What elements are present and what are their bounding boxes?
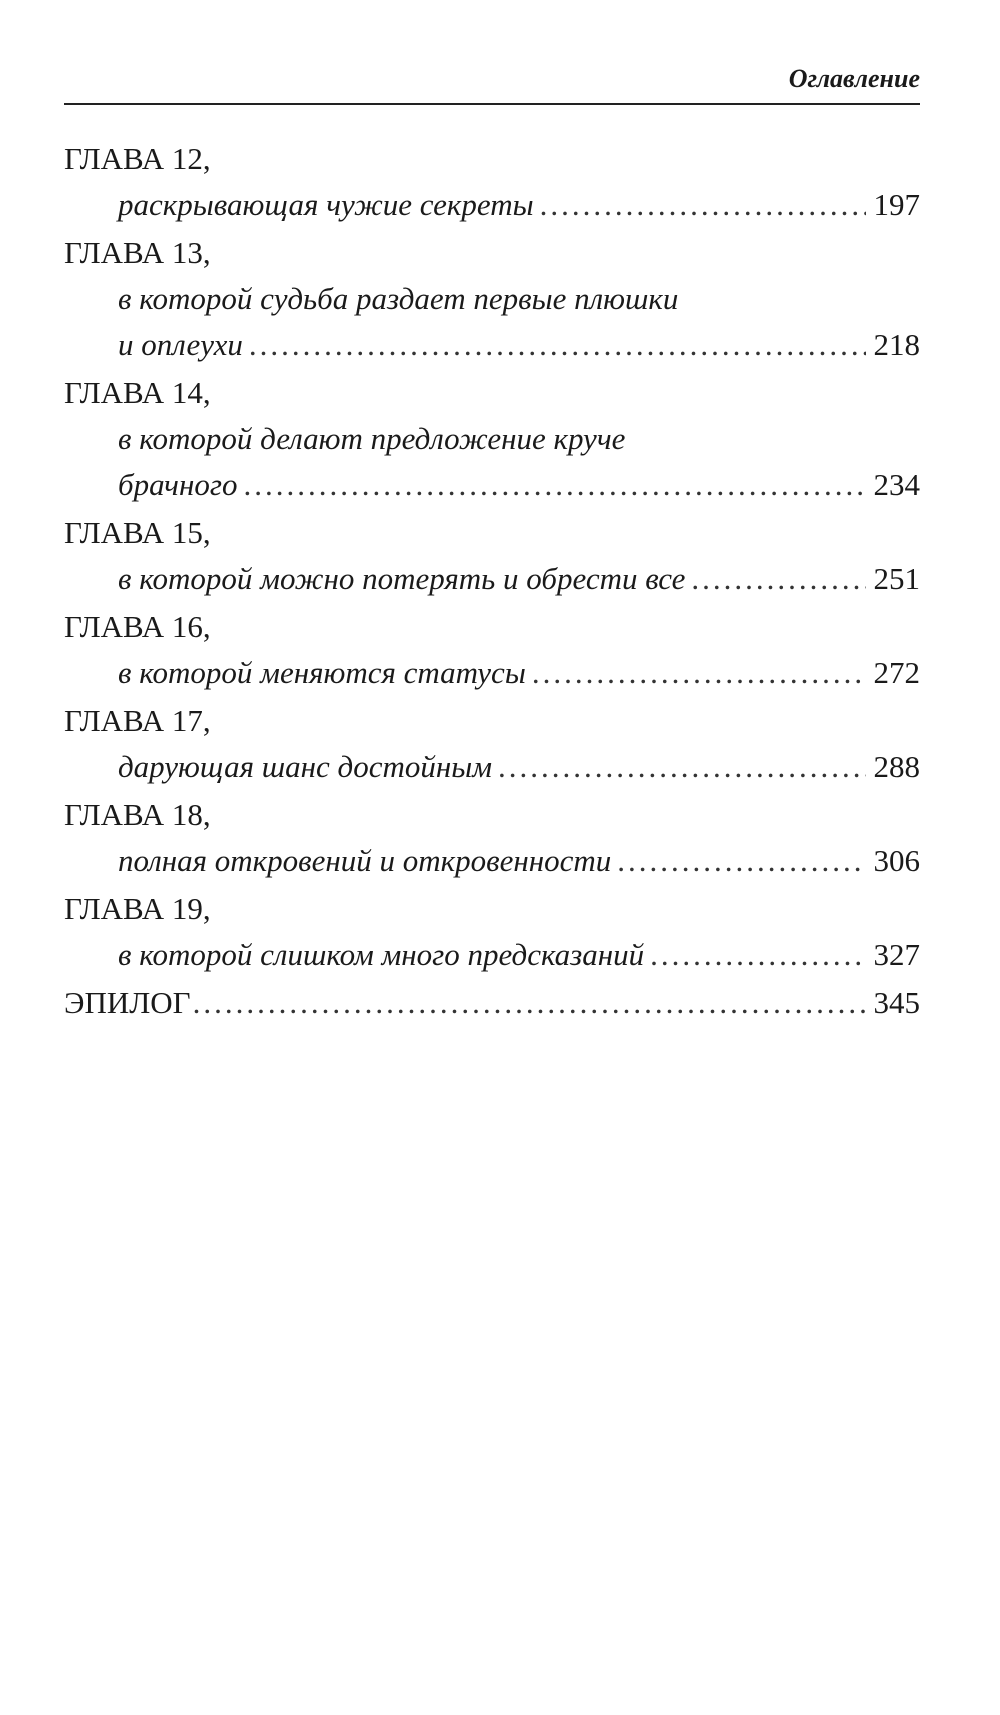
toc-entry-epilog[interactable] <box>64 980 920 1026</box>
dot-leader <box>617 838 865 884</box>
running-head: Оглавление <box>788 64 920 93</box>
chapter-title-line <box>64 322 920 368</box>
toc-entry-chapter-17[interactable] <box>64 698 920 790</box>
epilog-label: ЭПИЛОГ <box>64 985 191 1020</box>
chapter-title: и оплеухи <box>118 327 243 362</box>
toc-entry-chapter-19[interactable] <box>64 886 920 978</box>
header-rule <box>64 103 920 105</box>
epilog-line <box>64 980 920 1026</box>
toc-entry-chapter-18[interactable] <box>64 792 920 884</box>
dot-leader <box>532 650 866 696</box>
chapter-label: ГЛАВА 19, <box>64 891 211 926</box>
chapter-title-line <box>64 462 920 508</box>
page-number: 272 <box>873 655 920 690</box>
chapter-title: раскрывающая чужие секреты <box>118 187 534 222</box>
chapter-title-line <box>64 650 920 696</box>
toc-entry-chapter-12[interactable] <box>64 136 920 228</box>
dot-leader <box>249 322 866 368</box>
chapter-title: брачного <box>118 467 238 502</box>
chapter-label: ГЛАВА 13, <box>64 235 211 270</box>
page-number: 288 <box>873 749 920 784</box>
chapter-label: ГЛАВА 17, <box>64 703 211 738</box>
page-number: 345 <box>873 985 920 1020</box>
dot-leader <box>650 932 865 978</box>
chapter-label: ГЛАВА 15, <box>64 515 211 550</box>
chapter-title: в которой можно потерять и обрести все <box>118 561 686 596</box>
chapter-title-line <box>64 744 920 790</box>
dot-leader <box>193 980 872 1026</box>
chapter-title: в которой меняются статусы <box>118 655 526 690</box>
chapter-title-line <box>64 556 920 602</box>
page-number: 306 <box>873 843 920 878</box>
chapter-title-line <box>64 182 920 228</box>
chapter-title: в которой слишком много предсказаний <box>118 937 645 972</box>
dot-leader <box>540 182 866 228</box>
toc-entry-chapter-14[interactable] <box>64 370 920 508</box>
page-number: 218 <box>873 327 920 362</box>
chapter-title: дарующая шанс достойным <box>118 749 492 784</box>
page-number: 327 <box>873 937 920 972</box>
toc-entry-chapter-16[interactable] <box>64 604 920 696</box>
chapter-title-line-1: в которой судьба раздает первые плюшки <box>118 281 679 316</box>
chapter-title-line <box>64 838 920 884</box>
chapter-title-line-1: в которой делают предложение круче <box>118 421 626 456</box>
toc-entry-chapter-15[interactable] <box>64 510 920 602</box>
page-number: 234 <box>873 467 920 502</box>
table-of-contents <box>64 136 920 1028</box>
page-number: 197 <box>873 187 920 222</box>
dot-leader <box>498 744 866 790</box>
chapter-label: ГЛАВА 16, <box>64 609 211 644</box>
dot-leader <box>243 462 865 508</box>
chapter-label: ГЛАВА 14, <box>64 375 211 410</box>
chapter-title: полная откровений и откровенности <box>118 843 612 878</box>
chapter-title-line <box>64 932 920 978</box>
dot-leader <box>691 556 865 602</box>
chapter-label: ГЛАВА 12, <box>64 141 211 176</box>
chapter-label: ГЛАВА 18, <box>64 797 211 832</box>
toc-entry-chapter-13[interactable] <box>64 230 920 368</box>
page-number: 251 <box>873 561 920 596</box>
